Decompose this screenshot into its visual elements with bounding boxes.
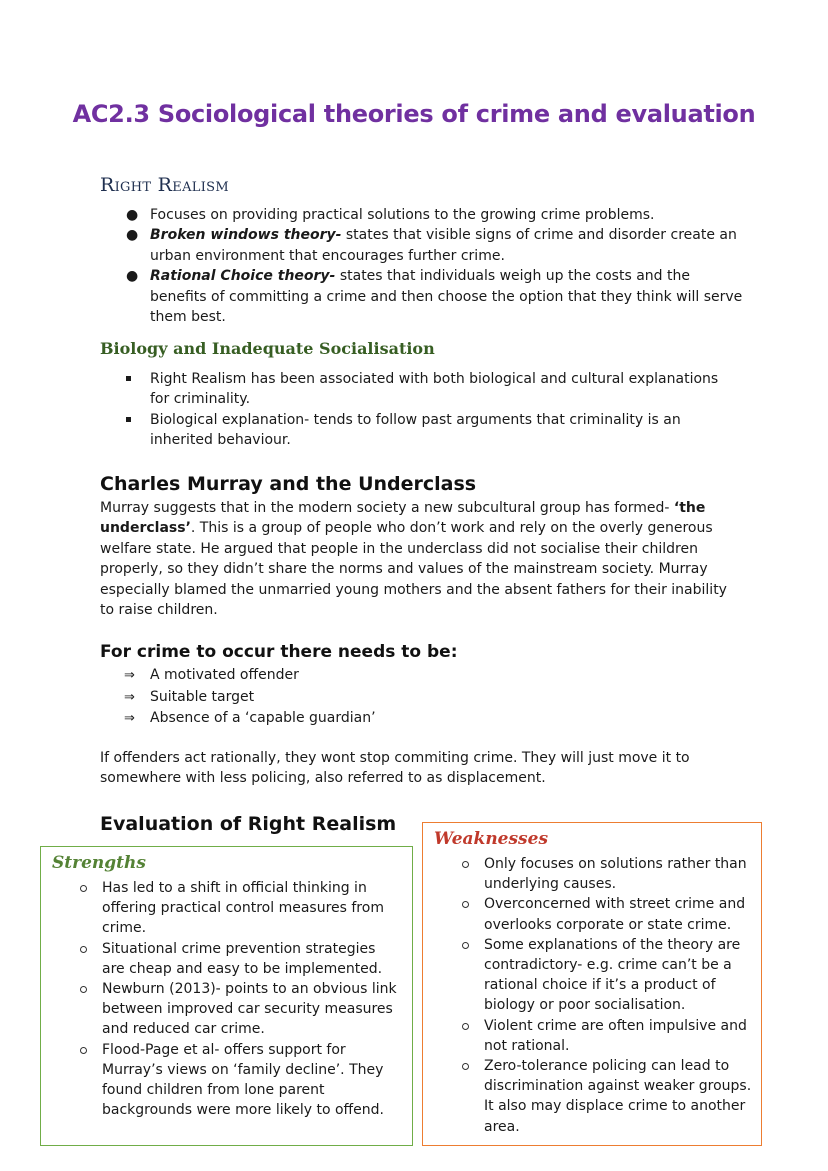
strengths-list xyxy=(102,878,402,1120)
biology-list xyxy=(150,369,740,451)
evaluation-heading: Evaluation of Right Realism xyxy=(100,813,397,835)
crime-occur-list xyxy=(124,665,550,730)
page-title: AC2.3 Sociological theories of crime and evaluation xyxy=(72,100,756,128)
list-item: ● Rational Choice theory- states that individuals weigh up the costs and the benefits of committing a crime and then choose the option that they think will serve them best. xyxy=(126,268,743,326)
list-item: ⇒ Suitable target xyxy=(124,688,255,705)
list-item: Right Realism has been associated with both biological and cultural explanations for criminality. xyxy=(150,369,740,410)
crime-occur-heading: For crime to occur there needs to be: xyxy=(100,642,458,662)
strengths-box xyxy=(40,846,413,1146)
right-realism-list xyxy=(126,205,750,327)
list-item: ● Focuses on providing practical solutions to the growing crime problems. xyxy=(126,207,655,223)
strengths-heading: Strengths xyxy=(52,853,146,873)
weaknesses-box xyxy=(422,822,762,1146)
list-item: Situational crime prevention strategies are cheap and easy to be implemented. xyxy=(102,939,402,979)
list-item: ⇒ A motivated offender xyxy=(124,667,299,683)
weaknesses-heading: Weaknesses xyxy=(434,829,549,849)
list-item: Flood-Page et al- offers support for Murray’s views on ‘family decline’. They found children from lone parent backgrounds were more likely to offend. xyxy=(102,1040,402,1121)
list-item: Biological explanation- tends to follow past arguments that criminality is an inherited behaviour. xyxy=(150,410,740,451)
list-item: Newburn (2013)- points to an obvious link between improved car security measures and reduced car crime. xyxy=(102,979,402,1040)
right-realism-heading: Right Realism xyxy=(100,174,229,196)
murray-paragraph: Murray suggests that in the modern society a new subcultural group has formed- ‘the underclass’. This is a group of people who don’t work and rely on the overly generous welfare state. He argued that people in the underclass did not socialise their children properly, so they didn’t share the norms and values of the mainstream society. Murray especially blamed the unmarried young mothers and the absent fathers for their inability to raise children. xyxy=(100,500,727,619)
murray-heading: Charles Murray and the Underclass xyxy=(100,473,477,495)
list-item: Some explanations of the theory are contradictory- e.g. crime can’t be a rational choice if it’s a product of biology or poor socialisation. xyxy=(484,935,754,1016)
list-item: Overconcerned with street crime and overlooks corporate or state crime. xyxy=(484,894,754,934)
list-item: Zero-tolerance policing can lead to discrimination against weaker groups. It also may displace crime to another area. xyxy=(484,1056,754,1137)
list-item: Has led to a shift in official thinking in offering practical control measures from crime. xyxy=(102,878,402,939)
list-item: Violent crime are often impulsive and not rational. xyxy=(484,1016,754,1056)
underclass-term: ‘the underclass’ xyxy=(100,500,706,537)
biology-heading: Biology and Inadequate Socialisation xyxy=(100,339,435,358)
list-item: ● Broken windows theory- states that visible signs of crime and disorder create an urban environment that encourages further crime. xyxy=(126,227,737,264)
displacement-note: If offenders act rationally, they wont stop commiting crime. They will just move it to somewhere with less policing, also referred to as displacement. xyxy=(100,750,690,787)
list-item: ⇒ Absence of a ‘capable guardian’ xyxy=(124,710,376,726)
weaknesses-list xyxy=(484,854,754,1137)
list-item: Only focuses on solutions rather than underlying causes. xyxy=(484,854,754,894)
